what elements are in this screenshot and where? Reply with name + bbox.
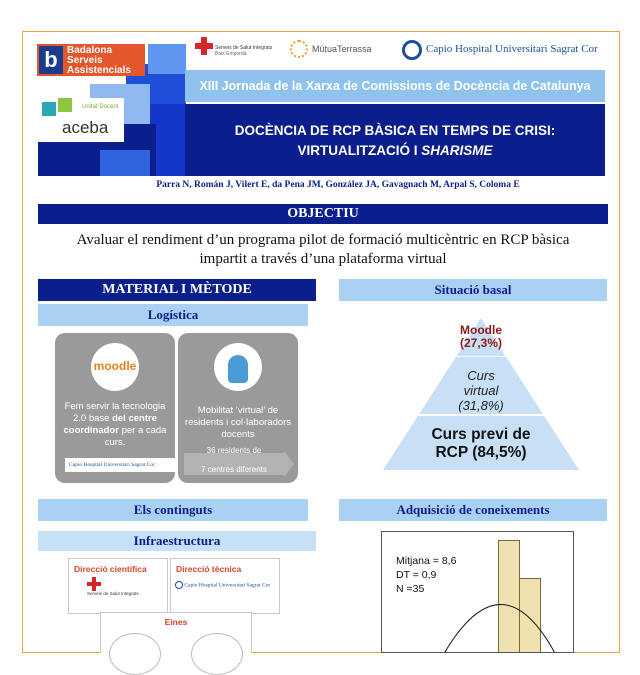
- mid-label: Curs: [467, 368, 495, 383]
- mutua-logo: [290, 40, 380, 60]
- top-label: Moodle: [460, 323, 502, 337]
- title-prefix: VIRTUALITZACIÓ I: [297, 143, 422, 158]
- logistica-card-moodle: [55, 333, 175, 483]
- direccio-cientifica-label: Direcció científica: [74, 564, 147, 574]
- objectiu-line: Avaluar el rendiment d’un programa pilot de formació multicèntric en RCP bàsica: [76, 232, 570, 248]
- cross-icon: [195, 37, 213, 55]
- direccio-cientifica-box: [68, 558, 168, 614]
- b-icon: b: [39, 46, 63, 74]
- bottom-label: Curs previ de: [431, 426, 531, 443]
- main-title: [185, 104, 605, 176]
- stat-n: N =35: [396, 583, 425, 595]
- arrow-line: 7 centres diferents: [201, 465, 267, 474]
- eines-label: Eines: [164, 617, 188, 627]
- material-heading: MATERIAL I MÈTODE: [38, 279, 316, 301]
- objectiu-heading: OBJECTIU: [38, 204, 608, 224]
- pyramid-top: [431, 324, 531, 350]
- logo-line: Assistencials: [67, 65, 131, 76]
- capio-circle-icon: [402, 40, 422, 60]
- top-pct: (27,3%): [459, 336, 503, 350]
- title-line-1: DOCÈNCIA DE RCP BÀSICA EN TEMPS DE CRISI:: [234, 123, 556, 138]
- capio-text: Capio Hospital Universitari Sagrat Cor: [426, 43, 598, 55]
- ssibe-small-text: Serveis de Salut Integrats: [87, 591, 139, 596]
- ssibe-text: Serveis de Salut Integrats: [215, 45, 273, 51]
- direccio-tecnica-box: [170, 558, 280, 614]
- logistica-heading: Logística: [38, 304, 308, 326]
- logistica-card-mobility: [178, 333, 298, 483]
- capio-logo: [402, 40, 607, 62]
- ssibe-sub: Baix Empordà: [215, 51, 247, 57]
- arrow-line: 36 residents de: [206, 446, 262, 455]
- infraestructura-heading: Infraestructura: [38, 531, 316, 551]
- arrow-banner: [184, 446, 284, 475]
- pyramid-bottom: [393, 426, 569, 462]
- situacio-heading: Situació basal: [339, 279, 607, 301]
- moodle-logo: moodle: [93, 359, 137, 373]
- aceba-mark-icon: [58, 98, 72, 112]
- direccio-tecnica-label: Direcció tècnica: [176, 564, 242, 574]
- moodle-icon-circle: [91, 343, 139, 391]
- objectiu-line: impartit a través d’una plataforma virtual: [199, 251, 447, 267]
- logo-line: Serveis: [67, 55, 103, 66]
- adquisicio-heading: Adquisició de coneixements: [339, 499, 607, 521]
- objectiu-text: [38, 231, 608, 269]
- doctor-icon-circle: [214, 343, 262, 391]
- aceba-logo: [38, 98, 124, 142]
- histogram-chart: [381, 531, 574, 653]
- sun-icon: [290, 40, 308, 58]
- card2-text: Mobilitat ‘virtual’ de residents i col·laboradors docents: [184, 405, 292, 440]
- capio-circle-icon: [175, 581, 183, 589]
- tool-circle: [191, 633, 243, 675]
- card1-text-post: per a cada curs.: [104, 425, 167, 448]
- arrow-head-icon: [284, 451, 294, 477]
- bottom-label: RCP (84,5%): [435, 444, 527, 461]
- event-title: XIII Jornada de la Xarxa de Comissions de Docència de Catalunya: [185, 70, 605, 102]
- decor-square: [148, 44, 186, 74]
- decor-square: [100, 150, 150, 176]
- aceba-mark-icon: [42, 102, 56, 116]
- aceba-name: aceba: [62, 118, 109, 137]
- tool-circle: [109, 633, 161, 675]
- capio-small-text: Capio Hospital Universitari Sagrat Cor: [184, 582, 271, 589]
- ssibe-logo: [195, 37, 275, 65]
- pyramid-divider: [415, 414, 547, 416]
- continguts-heading: Els continguts: [38, 499, 308, 521]
- badalona-logo: [37, 44, 145, 76]
- stat-sd: DT = 0,9: [396, 569, 437, 581]
- mid-pct: (31,8%): [458, 398, 504, 413]
- capio-small-logo: [175, 581, 275, 589]
- eines-box: [100, 612, 252, 653]
- pyramid-divider: [449, 356, 513, 357]
- ssibe-small-logo: [87, 577, 157, 597]
- card1-text: [59, 401, 171, 449]
- card1-text-bold: del centre coordinador: [63, 413, 157, 436]
- title-emphasis: SHARISME: [421, 143, 493, 158]
- cross-icon: [87, 577, 101, 591]
- title-line-2: [185, 142, 605, 160]
- histogram-stats: [396, 554, 456, 596]
- stat-mean: Mitjana = 8,6: [396, 555, 457, 567]
- card1-text-pre: Fem servir la tecnologia 2.0 base: [64, 401, 166, 424]
- aceba-small-text: Unitat Docent: [82, 104, 119, 110]
- capio-small-logo: [65, 458, 181, 472]
- mid-label: virtual: [463, 383, 499, 398]
- authors: Parra N, Román J, Vilert E, da Pena JM, González JA, Gavagnach M, Arpal S, Coloma E: [156, 180, 520, 190]
- pyramid-mid: [421, 368, 541, 413]
- capio-small-text: Capio Hospital Universitari Sagrat Cor: [69, 462, 155, 468]
- doctor-icon: [228, 355, 248, 383]
- logo-line: Badalona: [67, 45, 113, 56]
- mutua-text: MútuaTerrassa: [312, 44, 372, 54]
